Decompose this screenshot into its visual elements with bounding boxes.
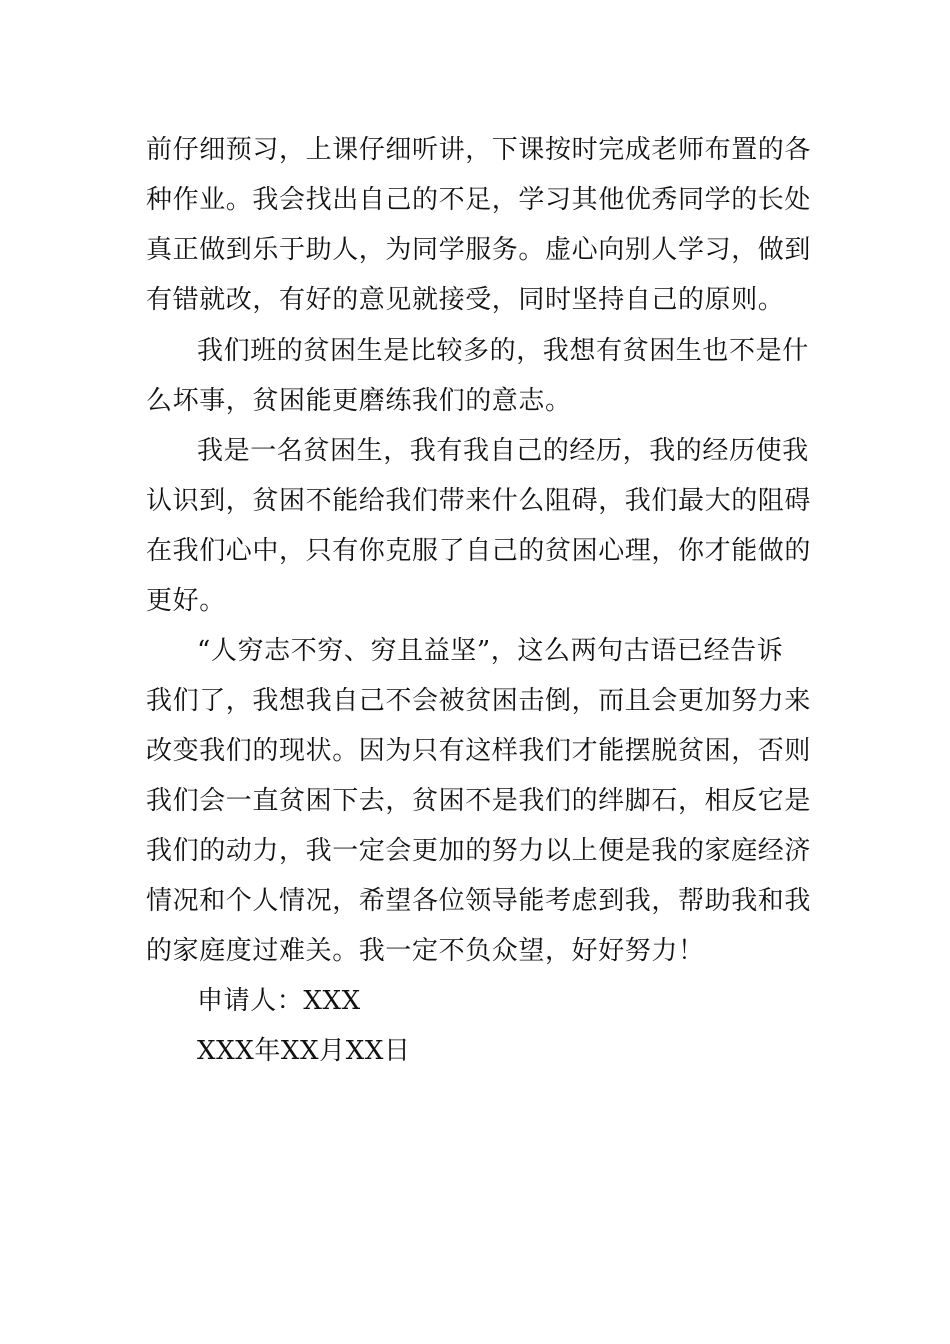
body-line-10: 更好。 [146,586,226,616]
applicant-signature: 申请人：XXX [197,986,361,1016]
body-line-13: 改变我们的现状。因为只有这样我们才能摆脱贫困，否则 [146,736,812,766]
body-line-17: 的家庭度过难关。我一定不负众望，好好努力！ [146,936,705,966]
body-line-7: 我是一名贫困生，我有我自己的经历，我的经历使我 [197,436,809,466]
body-line-3: 真正做到乐于助人，为同学服务。虚心向别人学习，做到 [146,235,812,265]
application-date: XXX年XX月XX日 [197,1036,411,1066]
body-line-8: 认识到，贫困不能给我们带来什么阻碍，我们最大的阻碍 [146,486,812,516]
body-line-1: 前仔细预习，上课仔细听讲，下课按时完成老师布置的各 [146,135,812,165]
body-line-16: 情况和个人情况，希望各位领导能考虑到我，帮助我和我 [146,886,812,916]
body-line-5: 我们班的贫困生是比较多的，我想有贫困生也不是什 [197,336,809,366]
body-line-4: 有错就改，有好的意见就接受，同时坚持自己的原则。 [146,285,785,315]
body-line-12: 我们了，我想我自己不会被贫困击倒，而且会更加努力来 [146,686,812,716]
body-line-6: 么坏事，贫困能更磨练我们的意志。 [146,386,572,416]
body-line-9: 在我们心中，只有你克服了自己的贫困心理，你才能做的 [146,536,812,566]
body-line-15: 我们的动力，我一定会更加的努力以上便是我的家庭经济 [146,836,812,866]
body-line-2: 种作业。我会找出自己的不足，学习其他优秀同学的长处 [146,185,812,215]
body-line-11: “人穷志不穷、穷且益坚”，这么两句古语已经告诉 [197,636,784,666]
body-line-14: 我们会一直贫困下去，贫困不是我们的绊脚石，相反它是 [146,786,812,816]
